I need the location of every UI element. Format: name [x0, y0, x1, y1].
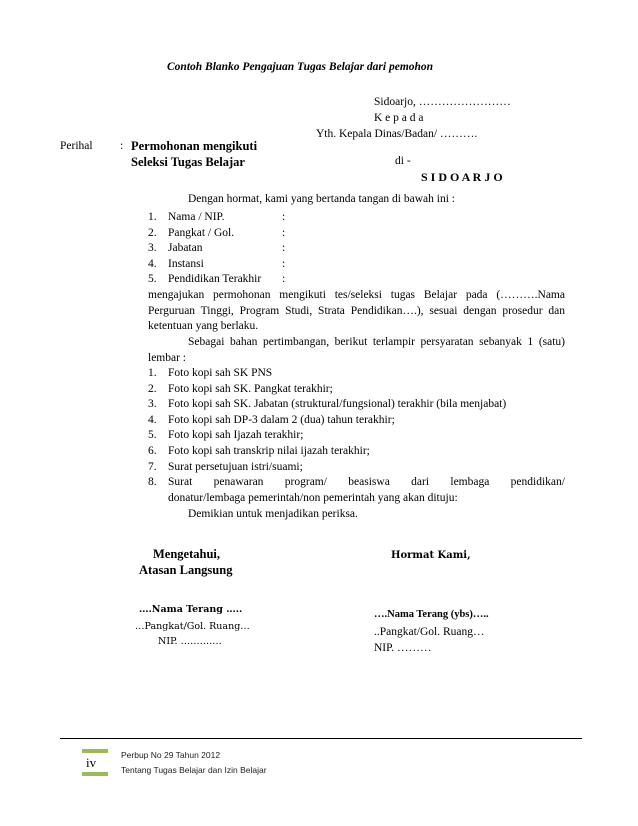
respectfully-heading: Hormat Kami,	[391, 550, 471, 561]
supervisor-rank: …Pangkat/Gol. Ruang…	[135, 621, 250, 632]
supervisor-heading: Atasan Langsung	[139, 563, 233, 577]
applicant-rank: ..Pangkat/Gol. Ruang…	[374, 626, 485, 638]
perihal-colon: :	[120, 140, 124, 152]
applicant-nip: NIP. ………	[374, 642, 432, 654]
requirement-item: 3. Foto kopi sah SK. Jabatan (struktural/fungsional) terakhir (bila menjabat)	[148, 398, 507, 411]
greeting-text: Dengan hormat, kami yang bertanda tangan di bawah ini :	[188, 193, 455, 205]
requirement-item-continuation: donatur/lembaga pemerintah/non pemerintah yang akan dituju:	[168, 491, 458, 504]
requirement-item: 5. Foto kopi sah Ijazah terakhir;	[148, 429, 304, 442]
page-number: iv	[86, 755, 97, 770]
request-paragraph: mengajukan permohonan mengikuti tes/seleksi tugas Belajar pada (……….Nama Perguruan Tinggi, Program Studi, Strata Pendidikan….), sesuai dengan prosedur dan ketentuan yang berlaku.	[148, 289, 565, 333]
kepada-label: K e p a d a	[374, 112, 424, 124]
identity-field: 5. Pendidikan Terakhir :	[148, 273, 286, 286]
document-title: Contoh Blanko Pengajuan Tugas Belajar dari pemohon	[167, 61, 434, 73]
page-number-bar-top	[82, 749, 108, 753]
page-number-bar-bottom	[82, 772, 108, 776]
city-name: S I D O A R J O	[421, 170, 503, 184]
identity-field: 2. Pangkat / Gol. :	[148, 226, 286, 239]
consideration-paragraph: Sebagai bahan pertimbangan, berikut terlampir persyaratan sebanyak 1 (satu) lembar :	[148, 336, 565, 364]
place-date: Sidoarjo, ……………………	[374, 96, 511, 108]
requirement-item: 6. Foto kopi sah transkrip nilai ijazah terakhir;	[148, 444, 370, 457]
supervisor-nip: NIP. ………….	[158, 636, 222, 647]
footer-divider	[60, 738, 582, 739]
di-label: di -	[395, 155, 411, 167]
requirement-8-line1: Surat penawaran program/ beasiswa dari lembaga pendidikan/	[168, 476, 565, 489]
requirement-item: 7. Surat persetujuan istri/suami;	[148, 460, 303, 473]
perihal-subject-line1: Permohonan mengikuti	[131, 139, 258, 153]
requirement-item: 1. Foto kopi sah SK PNS	[148, 367, 273, 379]
footer-regulation: Perbup No 29 Tahun 2012	[121, 750, 221, 760]
identity-field-list	[148, 210, 286, 288]
identity-field: 1. Nama / NIP. :	[148, 211, 286, 223]
identity-field: 3. Jabatan :	[148, 242, 286, 255]
footer-subject: Tentang Tugas Belajar dan Izin Belajar	[121, 765, 267, 775]
perihal-label: Perihal	[60, 140, 93, 152]
requirements-list	[148, 366, 565, 506]
supervisor-name: ….Nama Terang …..	[139, 604, 243, 615]
closing-text: Demikian untuk menjadikan periksa.	[188, 508, 358, 520]
requirement-item: 4. Foto kopi sah DP-3 dalam 2 (dua) tahun terakhir;	[148, 413, 395, 426]
requirement-item: 2. Foto kopi sah SK. Pangkat terakhir;	[148, 382, 333, 395]
requirement-item: 8. Surat penawaran program/ beasiswa dari lembaga pendidikan/	[148, 475, 565, 491]
acknowledged-heading: Mengetahui,	[153, 547, 221, 561]
applicant-name: ….Nama Terang (ybs)…..	[374, 609, 489, 620]
perihal-subject-line2: Seleksi Tugas Belajar	[131, 155, 245, 169]
identity-field: 4. Instansi :	[148, 257, 286, 270]
recipient-line: Yth. Kepala Dinas/Badan/ ……….	[316, 128, 478, 140]
